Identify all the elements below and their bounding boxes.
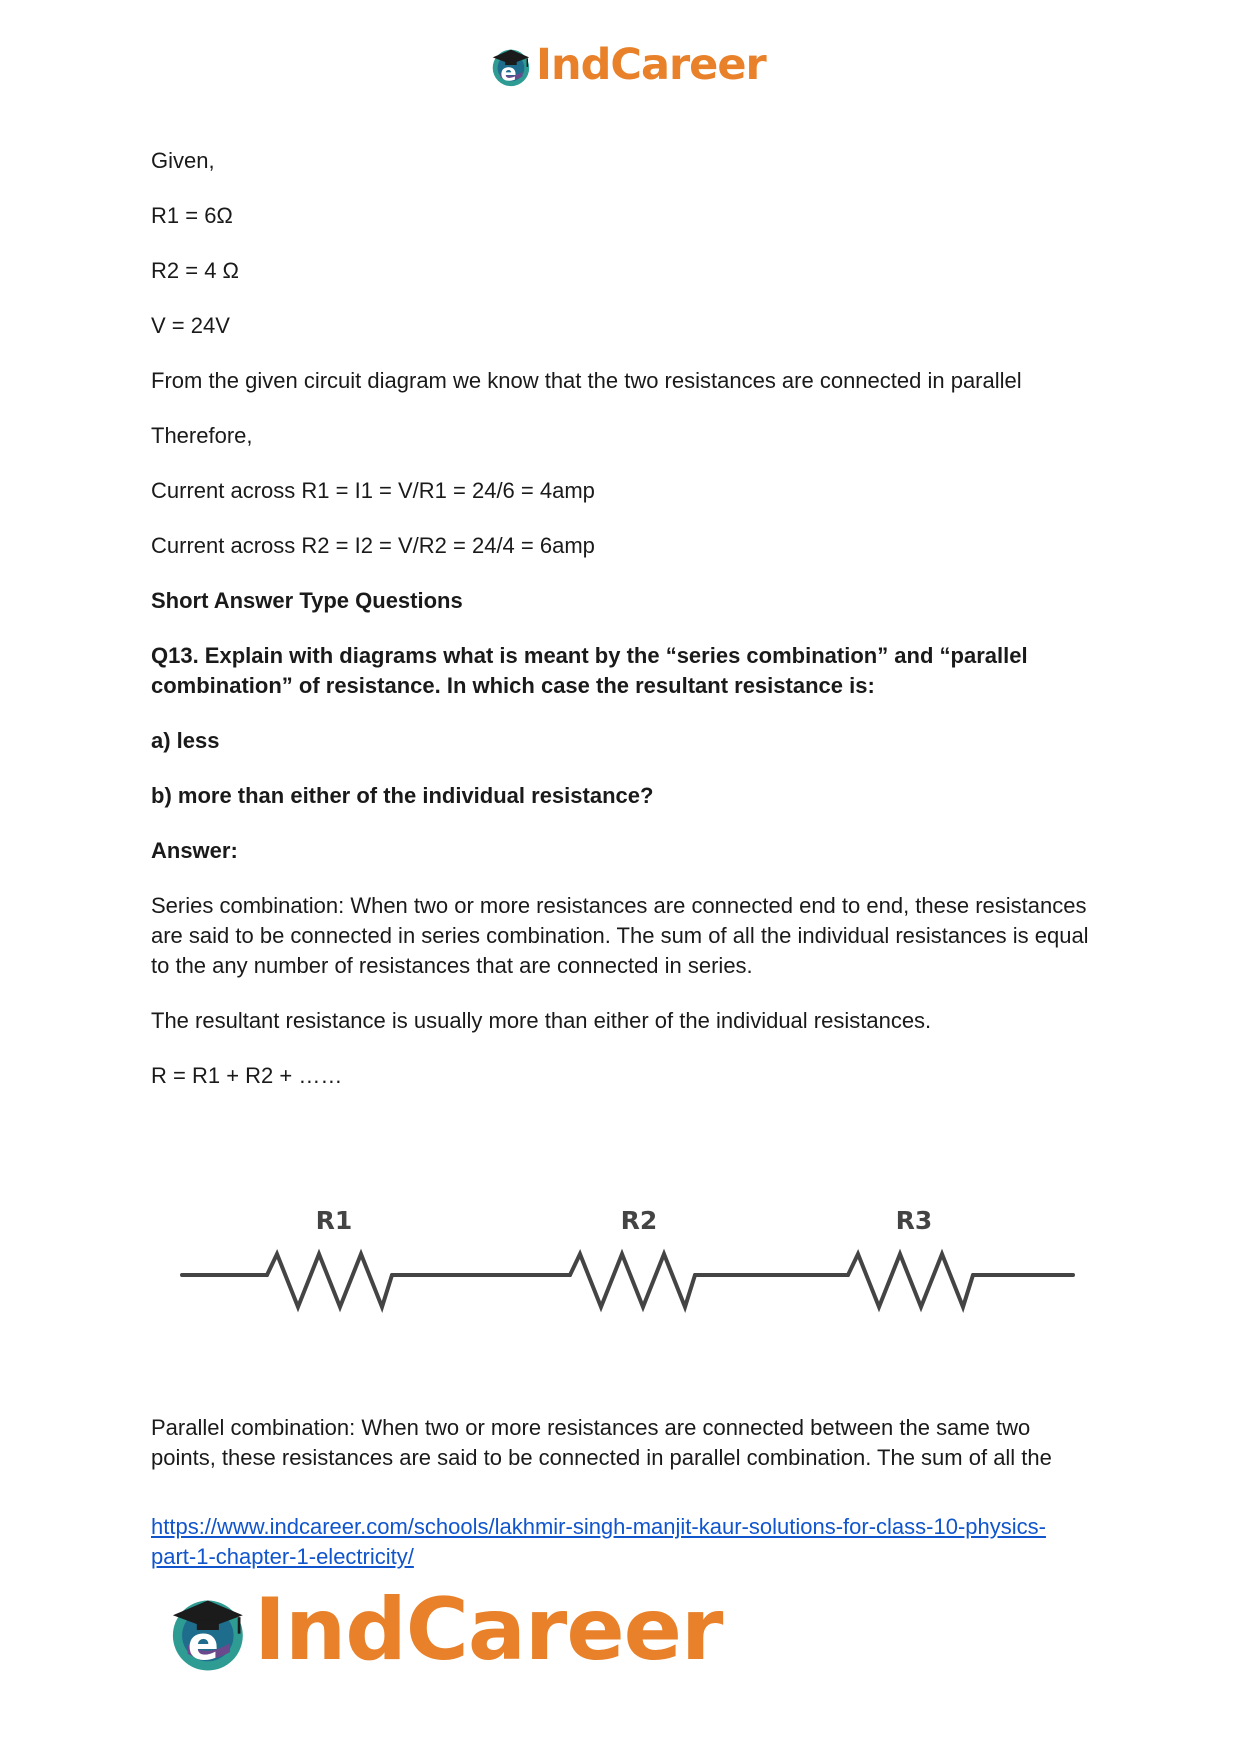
question-option-b: b) more than either of the individual resistance? xyxy=(151,783,654,808)
graduation-cap-globe-icon xyxy=(486,41,534,89)
logo-wordmark: IndCareer xyxy=(254,1580,723,1680)
resistor-r3-label: R3 xyxy=(895,1206,933,1235)
resistor-r1-symbol xyxy=(267,1254,392,1307)
series-explanation: Series combination: When two or more resistances are connected end to end, these resistances are said to be connected in series combination. The sum of all the individual resistances is equal to the any number of resistances that are connected in series. xyxy=(151,893,1089,978)
section-heading: Short Answer Type Questions xyxy=(151,588,463,613)
parallel-explanation: Parallel combination: When two or more resistances are connected between the same two points, these resistances are said to be connected in parallel combination. The sum of all the xyxy=(151,1415,1052,1470)
header-logo xyxy=(486,40,766,90)
svg-text:e: e xyxy=(187,1616,219,1671)
given-label: Given, xyxy=(151,148,215,173)
current-r2: Current across R2 = I2 = V/R2 = 24/4 = 6amp xyxy=(151,533,595,558)
voltage-value: V = 24V xyxy=(151,313,230,338)
graduation-cap-globe-icon xyxy=(160,1584,252,1676)
current-r1: Current across R1 = I1 = V/R1 = 24/6 = 4amp xyxy=(151,478,595,503)
source-link[interactable]: https://www.indcareer.com/schools/lakhmir-singh-manjit-kaur-solutions-for-class-10-physics-part-1-chapter-1-electricity/ xyxy=(151,1514,1046,1569)
r1-value: R1 = 6Ω xyxy=(151,203,233,228)
series-resultant: The resultant resistance is usually more than either of the individual resistances. xyxy=(151,1008,932,1033)
parallel-statement: From the given circuit diagram we know that the two resistances are connected in parallel xyxy=(151,368,1022,393)
document-body xyxy=(151,146,1091,1116)
parallel-section xyxy=(151,1413,1091,1473)
svg-text:e: e xyxy=(500,58,517,87)
resistor-r1-label: R1 xyxy=(315,1206,353,1235)
series-formula: R = R1 + R2 + …… xyxy=(151,1063,343,1088)
footer-logo xyxy=(160,1580,722,1680)
resistor-r2-label: R2 xyxy=(620,1206,658,1235)
logo-wordmark: IndCareer xyxy=(536,40,766,90)
series-circuit-diagram xyxy=(180,1195,1075,1335)
resistor-r2-symbol xyxy=(570,1254,695,1307)
resistor-r3-symbol xyxy=(848,1254,973,1307)
question-option-a: a) less xyxy=(151,728,220,753)
r2-value: R2 = 4 Ω xyxy=(151,258,239,283)
therefore-label: Therefore, xyxy=(151,423,253,448)
answer-label: Answer: xyxy=(151,838,238,863)
question-q13: Q13. Explain with diagrams what is meant by the “series combination” and “parallel combination” of resistance. In which case the resultant resistance is: xyxy=(151,643,1028,698)
